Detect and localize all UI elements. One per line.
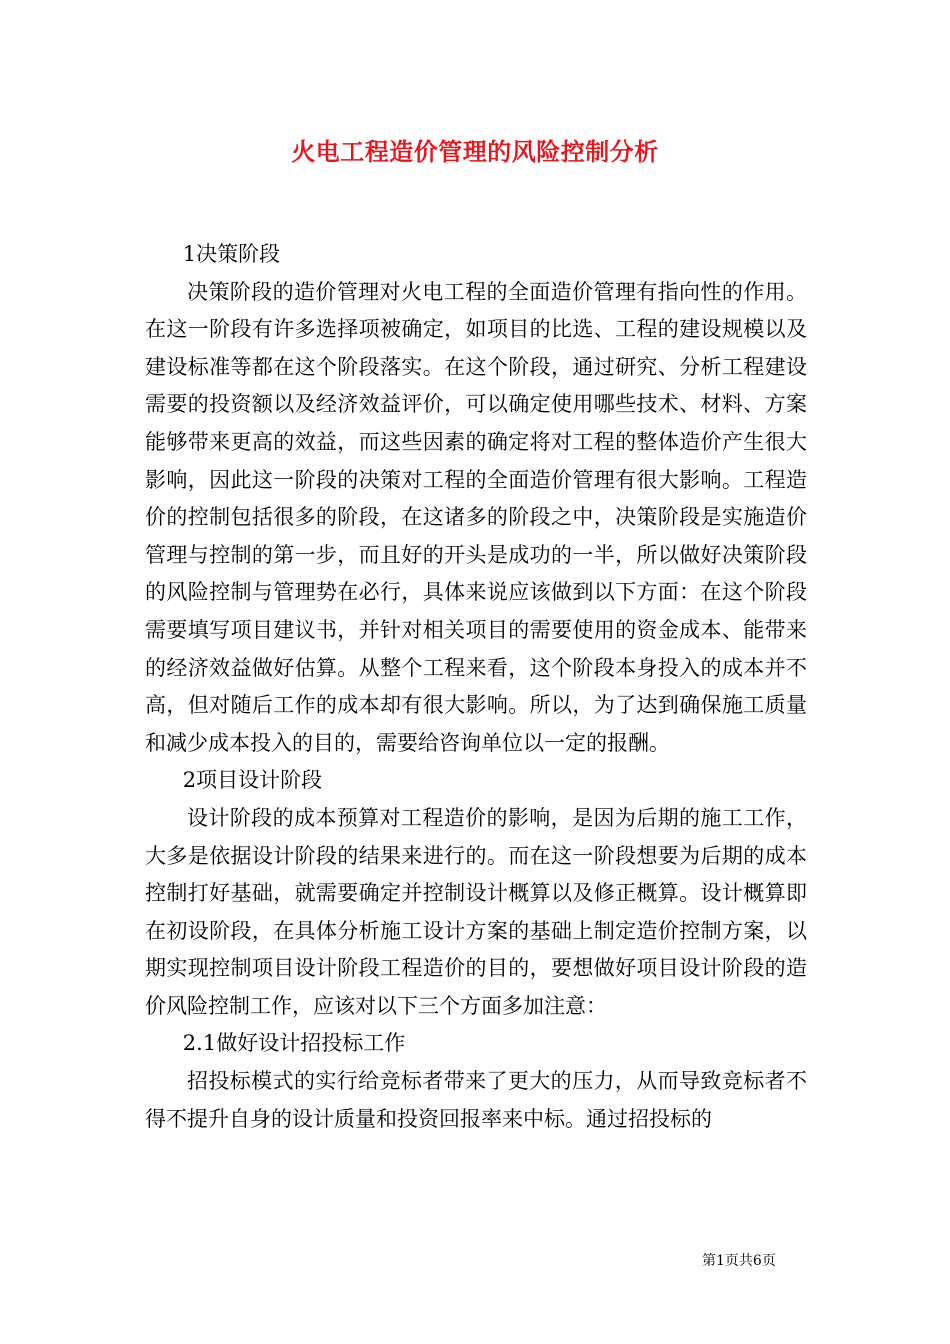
section-heading-2-1: 2.1做好设计招投标工作 bbox=[182, 1031, 406, 1056]
document-title: 火电工程造价管理的风险控制分析 bbox=[291, 137, 659, 166]
paragraph-design-stage: 设计阶段的成本预算对工程造价的影响，是因为后期的施工工作，大多是依据设计阶段的结果来进行的。而在这一阶段想要为后期的成本控制打好基础，就需要确定并控制设计概算以及修正概算。设计概算即在初设阶段，在具体分析施工设计方案的基础上制定造价控制方案，以期实现控制项目设计阶段工程造价的目的，要想做好项目设计阶段的造价风险控制工作，应该对以下三个方面多加注意： bbox=[145, 805, 807, 1018]
section-heading-1: 1决策阶段 bbox=[182, 242, 281, 266]
section-heading-2: 2项目设计阶段 bbox=[182, 768, 323, 793]
paragraph-decision-stage: 决策阶段的造价管理对火电工程的全面造价管理有指向性的作用。在这一阶段有许多选择项被确定，如项目的比选、工程的建设规模以及建设标准等都在这个阶段落实。在这个阶段，通过研究、分析工程建设需要的投资额以及经济效益评价，可以确定使用哪些技术、材料、方案能够带来更高的效益，而这些因素的确定将对工程的整体造价产生很大影响，因此这一阶段的决策对工程的全面造价管理有很大影响。工程造价的控制包括很多的阶段，在这诸多的阶段之中，决策阶段是实施造价管理与控制的第一步，而且好的开头是成功的一半，所以做好决策阶段的风险控制与管理势在必行，具体来说应该做到以下方面：在这个阶段需要填写项目建议书，并针对相关项目的需要使用的资金成本、能带来的经济效益做好估算。从整个工程来看，这个阶段本身投入的成本并不高，但对随后工作的成本却有很大影响。所以，为了达到确保施工质量和减少成本投入的目的，需要给咨询单位以一定的报酬。 bbox=[145, 279, 807, 755]
document-body bbox=[145, 236, 807, 1138]
paragraph-bidding: 招投标模式的实行给竞标者带来了更大的压力，从而导致竞标者不得不提升自身的设计质量和投资回报率来中标。通过招投标的 bbox=[145, 1069, 807, 1131]
page-number: 第1页共6页 bbox=[702, 1253, 776, 1269]
